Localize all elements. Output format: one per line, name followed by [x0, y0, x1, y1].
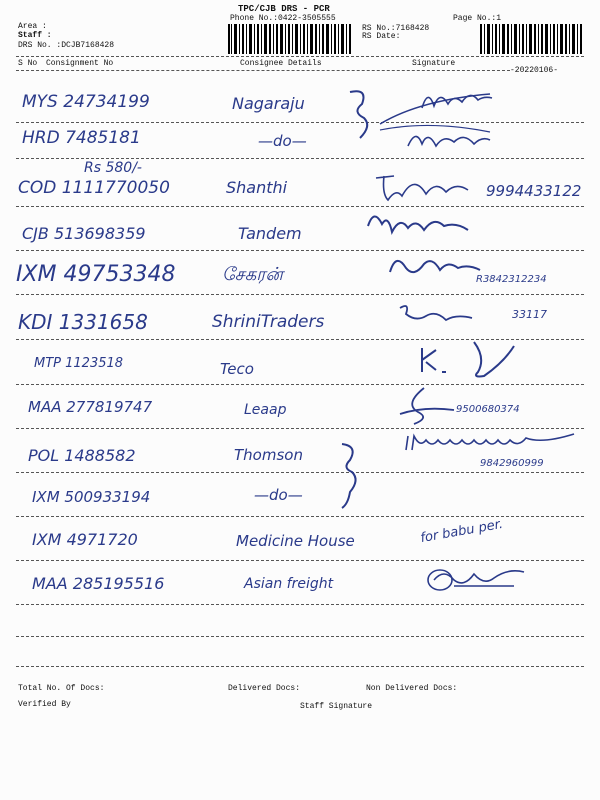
- consignee-name: Asian freight: [244, 576, 334, 592]
- consignment-number: MTP 1123518: [34, 356, 124, 371]
- staff-signature-label: Staff Signature: [300, 702, 373, 711]
- signature-mark: [424, 558, 534, 598]
- consignee-name: —do—: [258, 132, 307, 150]
- consignment-number: MAA 285195516: [32, 574, 165, 593]
- consignment-number: MAA 277819747: [28, 398, 153, 416]
- phone-note: 9842960999: [480, 458, 544, 469]
- cod-amount: Rs 580/-: [84, 160, 142, 176]
- row-divider: [16, 636, 584, 637]
- consignee-name: Shanthi: [226, 178, 288, 197]
- consignee-name: Tandem: [238, 224, 302, 243]
- delivery-note: for babu per.: [419, 516, 505, 547]
- consignment-number: IXM 500933194: [32, 488, 151, 506]
- page-number: Page No.:1: [453, 14, 502, 23]
- barcode-right: [480, 24, 584, 54]
- consignee-name: Leaap: [244, 402, 287, 418]
- phone-note: 33117: [512, 308, 547, 321]
- delivered-docs-label: Delivered Docs:: [228, 684, 301, 693]
- col-sno: S No: [18, 59, 38, 68]
- brace-icon: [334, 436, 364, 516]
- consignment-number: HRD 7485181: [22, 128, 141, 148]
- col-signature: Signature: [412, 59, 456, 68]
- non-delivered-docs-label: Non Delivered Docs:: [366, 684, 458, 693]
- staff-label: Staff :: [18, 31, 52, 40]
- consignment-number: POL 1488582: [28, 446, 136, 465]
- date-stamp: -20220106-: [510, 66, 559, 75]
- row-divider: [16, 472, 584, 473]
- consignee-name: Thomson: [234, 446, 303, 464]
- row-divider: [16, 206, 584, 207]
- consignment-number: COD 1111770050: [18, 178, 170, 198]
- rs-number: RS No.:7168428: [362, 24, 430, 33]
- signature-mark: [364, 206, 474, 246]
- signature-mark: [384, 250, 484, 290]
- phone-number: Phone No.:0422-3505555: [230, 14, 336, 23]
- signature-mark: [396, 300, 476, 334]
- total-docs-label: Total No. Of Docs:: [18, 684, 105, 693]
- consignee-name: —do—: [254, 486, 303, 504]
- signature-mark: [404, 126, 494, 160]
- row-divider: [16, 250, 584, 251]
- consignee-name: ShriniTraders: [212, 312, 325, 332]
- barcode-left: [228, 24, 352, 54]
- phone-note: R3842312234: [476, 274, 547, 285]
- consignment-number: KDI 1331658: [18, 310, 148, 334]
- signature-mark: [414, 338, 524, 382]
- phone-note: 9994433122: [486, 182, 582, 200]
- phone-note: 9500680374: [456, 404, 520, 415]
- consignment-number: CJB 513698359: [22, 224, 146, 243]
- consignment-number: IXM 49753348: [16, 262, 176, 287]
- verified-by-label: Verified By: [18, 700, 71, 709]
- row-divider: [16, 158, 584, 159]
- consignee-name: Nagaraju: [232, 94, 305, 113]
- signature-mark: [394, 384, 464, 428]
- doc-title: TPC/CJB DRS - PCR: [238, 4, 330, 14]
- signature-mark: [372, 168, 482, 208]
- header-divider: [16, 56, 584, 57]
- consignee-name: சேகரன்: [222, 264, 284, 285]
- consignment-number: IXM 4971720: [32, 530, 138, 549]
- consignee-name: Teco: [220, 360, 254, 378]
- row-divider: [16, 666, 584, 667]
- area-label: Area :: [18, 22, 47, 31]
- col-consignee: Consignee Details: [240, 59, 322, 68]
- drs-number: DRS No. :DCJB7168428: [18, 41, 115, 50]
- row-divider: [16, 294, 584, 295]
- header-divider-2: [16, 70, 510, 71]
- col-consignment: Consignment No: [46, 59, 114, 68]
- row-divider: [16, 604, 584, 605]
- consignment-number: MYS 24734199: [22, 92, 150, 112]
- rs-date: RS Date:: [362, 32, 401, 41]
- consignee-name: Medicine House: [236, 532, 355, 550]
- signature-mark: [418, 84, 498, 118]
- row-divider: [16, 384, 584, 385]
